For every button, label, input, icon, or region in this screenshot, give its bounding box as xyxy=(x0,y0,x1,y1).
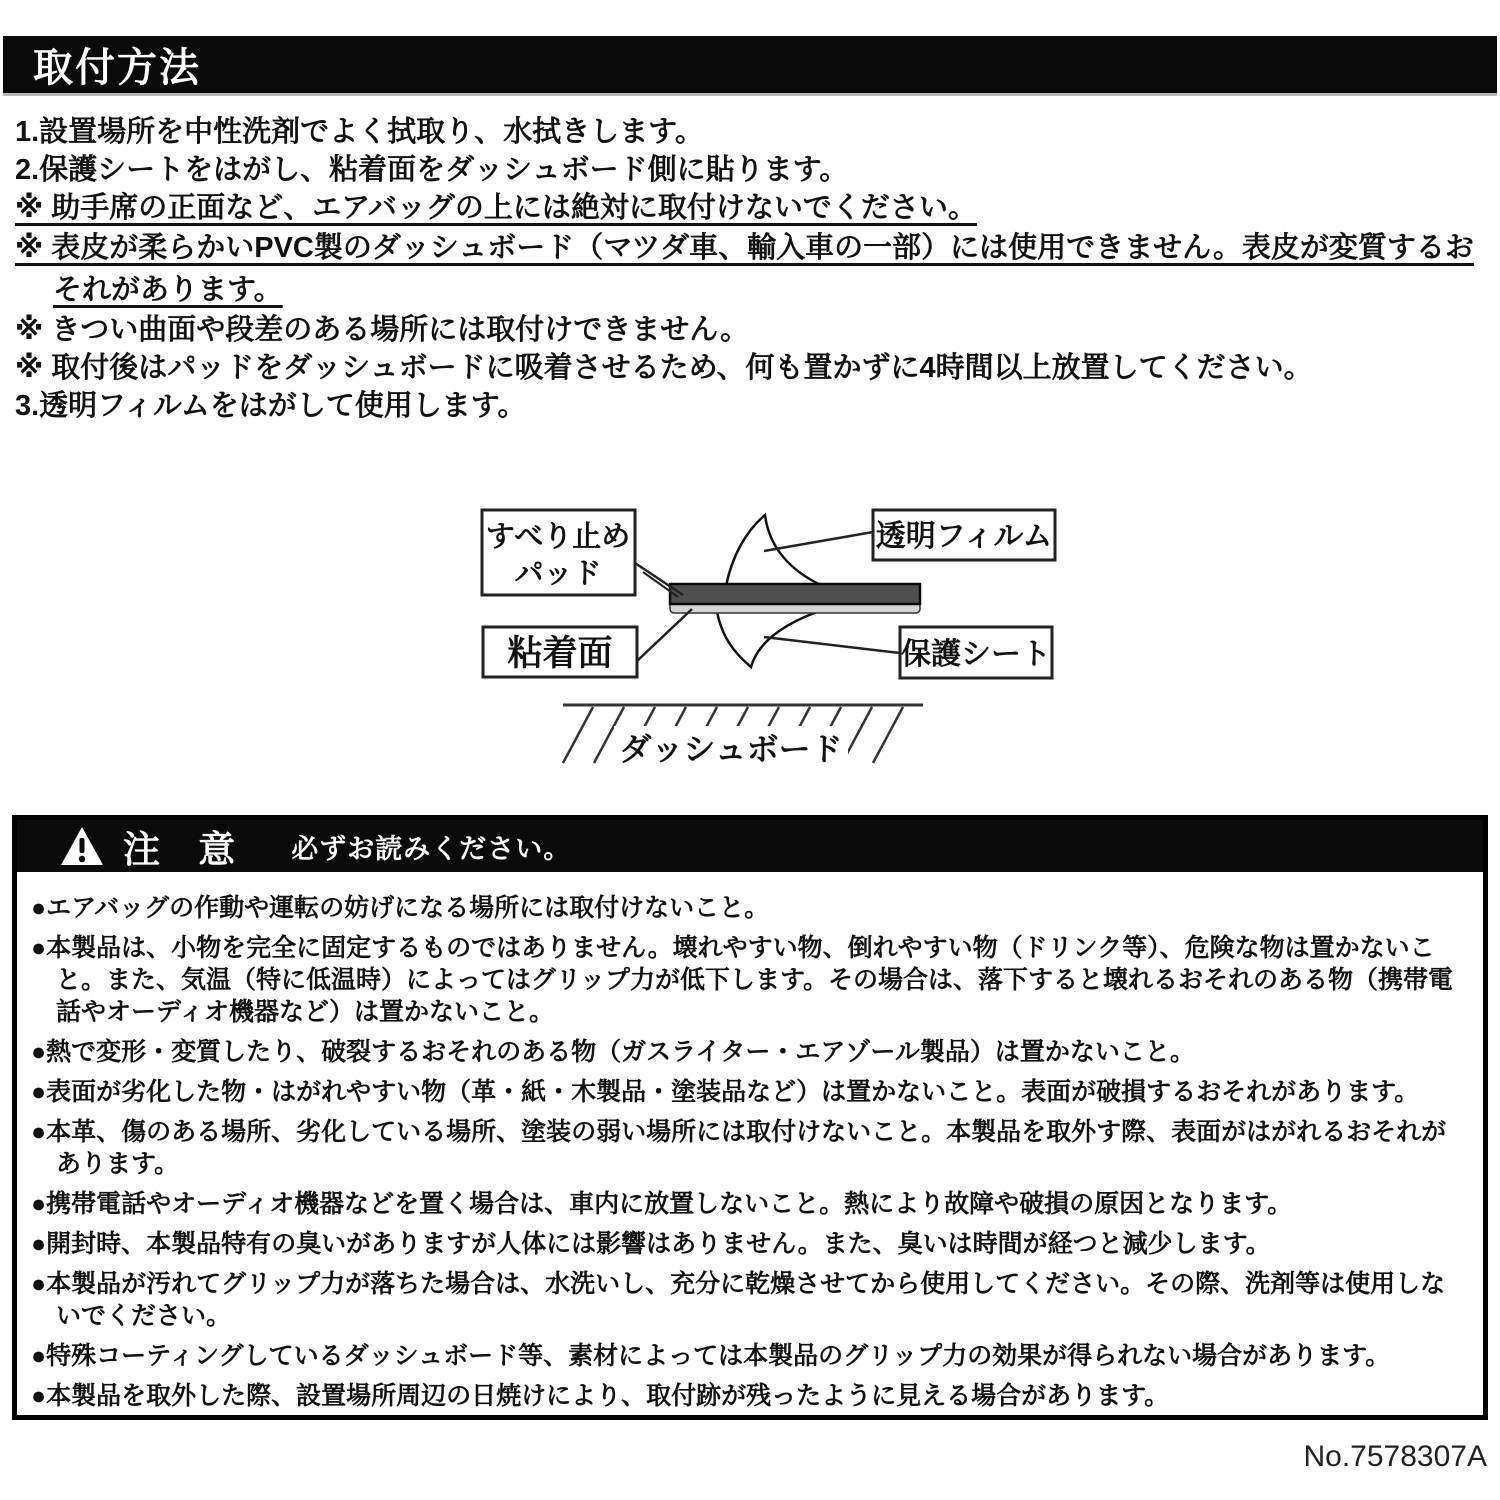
pad-label-line1: すべり止め xyxy=(485,521,631,553)
leader-line-sheet xyxy=(764,637,900,653)
caution-item: ●熱で変形・変質したり、破裂するおそれのある物（ガスライター・エアゾール製品）は置かないこと。 xyxy=(31,1038,1195,1066)
document-number: No.7578307A xyxy=(1303,1440,1487,1473)
caution-header xyxy=(17,820,1483,872)
caution-item: ●携帯電話やオーディオ機器などを置く場合は、車内に放置しないこと。熱により故障や破損の原因となります。 xyxy=(31,1190,1293,1218)
diagram-svg xyxy=(430,470,1110,800)
adhesive-label: 粘着面 xyxy=(507,634,613,673)
step-2: 2.保護シートをはがし、粘着面をダッシュボード側に貼ります。 xyxy=(15,154,849,186)
page-title: 取付方法 xyxy=(33,46,201,90)
caution-item: ●本製品を取外した際、設置場所周辺の日焼けにより、取付跡が残ったように見える場合があります。 xyxy=(31,1382,1170,1410)
sheet-flap-shape xyxy=(717,612,817,667)
caution-title: 注 意 xyxy=(123,829,250,870)
note-pvc: ※ 表皮が柔らかいPVC製のダッシュボード（マツダ車、輸入車の一部）には使用できません。表皮が変質するおそれがあります。 xyxy=(15,232,1474,306)
pad-bar xyxy=(670,584,920,604)
leader-line-film xyxy=(764,532,873,551)
caution-item: ●特殊コーティングしているダッシュボード等、素材によっては本製品のグリップ力の効果が得られない場合があります。 xyxy=(31,1342,1391,1370)
leader-line-adhesive xyxy=(637,609,692,661)
pad-layer-diagram xyxy=(430,470,1110,800)
caution-item: ●開封時、本製品特有の臭いがありますが人体には影響はありません。また、臭いは時間が経つと減少します。 xyxy=(31,1230,1271,1258)
section-header-installation xyxy=(3,36,1497,93)
caution-subtitle: 必ずお読みください。 xyxy=(291,833,572,864)
note-airbag: ※ 助手席の正面など、エアバッグの上には絶対に取付けないでください。 xyxy=(15,192,977,224)
caution-item: ●本革、傷のある場所、劣化している場所、塗装の弱い場所には取付けないこと。本製品を取外す際、表面がはがれるおそれがあります。 xyxy=(31,1118,1447,1178)
caution-list xyxy=(17,872,1483,1412)
film-label: 透明フィルム xyxy=(875,520,1053,553)
caution-item: ●本製品は、小物を完全に固定するものではありません。壊れやすい物、倒れやすい物（ドリンク等）、危険な物は置かないこと。また、気温（特に低温時）によってはグリップ力が低下します。その場合は、落下すると壊れるおそれのある物（携帯電話やオーディオ機器など）は置かないこと。 xyxy=(31,934,1454,1026)
note-wait-4-hours: ※ 取付後はパッドをダッシュボードに吸着させるため、何も置かずに4時間以上放置してください。 xyxy=(15,352,1313,384)
caution-item: ●エアバッグの作動や運転の妨げになる場所には取付けないこと。 xyxy=(31,894,770,922)
caution-item: ●表面が劣化した物・はがれやすい物（革・紙・木製品・塗装品など）は置かないこと。表面が破損するおそれがあります。 xyxy=(31,1078,1420,1106)
caution-item: ●本製品が汚れてグリップ力が落ちた場合は、水洗いし、充分に乾燥させてから使用してください。その際、洗剤等は使用しないでください。 xyxy=(31,1270,1446,1330)
film-flap-shape xyxy=(726,515,823,586)
leader-line-pad xyxy=(635,563,683,595)
installation-steps xyxy=(15,113,1492,425)
step-1: 1.設置場所を中性洗剤でよく拭取り、水拭きします。 xyxy=(15,116,704,148)
sheet-label: 保護シート xyxy=(901,638,1051,671)
dashboard-label: ダッシュボード xyxy=(619,731,843,767)
warning-icon xyxy=(59,825,105,867)
step-3: 3.透明フィルムをはがして使用します。 xyxy=(15,390,527,422)
note-curved-surface: ※ きつい曲面や段差のある場所には取付けできません。 xyxy=(15,314,749,346)
pad-label-line2: パッド xyxy=(514,558,602,590)
caution-box xyxy=(12,815,1488,1420)
